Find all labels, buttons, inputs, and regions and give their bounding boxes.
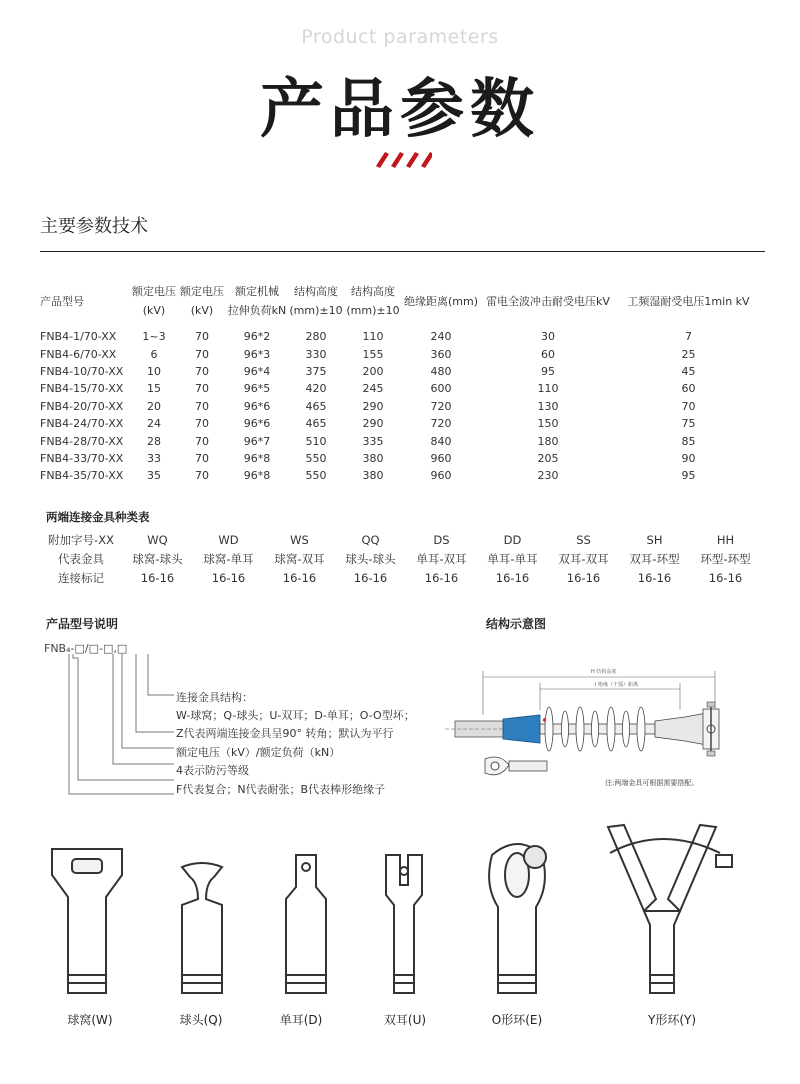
table-cell: 96*8 [243,451,271,465]
insulator-structure-diagram [445,655,765,790]
table-cell: WD [218,532,239,547]
table-row [40,450,761,467]
table-row [40,363,761,380]
section-title: 主要参数技术 [40,216,148,237]
header-text: (kV) [142,304,166,317]
table-cell: 95 [681,469,696,483]
table-cell: FNB4-1/70-XX [40,330,117,344]
slash-mark [421,152,432,168]
table-cell: 180 [537,434,559,448]
table-cell: 附加字号-XX [48,532,114,547]
table-cell: FNB4-10/70-XX [40,364,124,378]
table-cell: FNB4-20/70-XX [40,399,124,413]
table-cell: 155 [362,347,384,361]
table-cell: 840 [430,434,452,448]
header-cell [178,280,226,322]
table-cell: FNB4-6/70-XX [40,347,117,361]
l-dimension-label: l 绝缘（干弧）距离 [595,682,638,688]
table-cell: 360 [430,347,452,361]
table-cell: 96*5 [243,382,271,396]
table-cell: 380 [362,451,384,465]
table-cell: 球窝-双耳 [274,551,325,566]
header-cell [288,280,344,322]
table-cell: FNB4-24/70-XX [40,417,124,431]
table-cell: 70 [195,330,209,344]
header-cell [226,280,288,322]
table-cell: 380 [362,469,384,483]
table-cell: 16-16 [566,570,601,585]
legend-line-5: 4表示防污等级 [176,764,249,777]
table-cell: 245 [362,382,384,396]
table-cell: 550 [305,451,327,465]
table-cell: 35 [147,469,161,483]
header-cell [130,280,178,322]
table-cell: DD [503,532,522,547]
table-cell: 16-16 [708,570,743,585]
table-cell: 1~3 [142,330,166,344]
table-cell: 30 [541,330,555,344]
table-cell: 290 [362,399,384,413]
table-cell: 200 [362,364,384,378]
model-legend-lines [60,650,180,800]
table-cell: 7 [685,330,692,344]
table-cell: SH [646,532,663,547]
table-cell: 16-16 [211,570,246,585]
structure-note: 注:两端金具可根据需要搭配。 [605,779,699,787]
table-cell: 45 [681,364,696,378]
header-cell [480,280,616,322]
eye-icon [489,844,546,993]
header-text: (mm)±10 [289,304,343,317]
table-row [40,328,761,345]
y-clevis-icon [608,825,732,993]
header-text: 额定电压 [180,285,224,298]
table-row [40,415,761,432]
header-text: 拉伸负荷kN [227,304,287,317]
table-row [40,530,761,549]
table-cell: 335 [362,434,384,448]
table-cell: 25 [681,347,696,361]
table-cell: 110 [362,330,384,344]
table-row [40,345,761,362]
legend-line-1: 连接金具结构： [176,691,253,704]
table-cell: 20 [147,399,161,413]
fitting-label-q: 球头(Q) [179,1013,223,1027]
fittings-types-table [40,530,761,587]
table-cell: 16-16 [282,570,317,585]
table-cell: 130 [537,399,559,413]
table-cell: HH [716,532,735,547]
slash-mark [391,152,404,168]
table-cell: 70 [195,469,209,483]
table-cell: 240 [430,330,452,344]
header-text: 额定机械 [235,285,279,298]
table-row [40,467,761,484]
table-row [40,380,761,397]
table-cell: FNB4-28/70-XX [40,434,124,448]
legend-line-2: W-球窝；Q-球头；U-双耳；D-单耳；O-O型坏； [176,709,415,722]
table-cell: 96*6 [243,417,271,431]
table-cell: QQ [361,532,380,547]
table-cell: 70 [195,417,209,431]
header-text: 绝缘距离(mm) [403,294,478,308]
table-cell: 60 [541,347,555,361]
fitting-label-y: Y形环(Y) [647,1013,697,1027]
header-text: 结构高度 [351,285,395,298]
table-cell: 550 [305,469,327,483]
table-cell: 球窝-球头 [132,551,183,566]
slash-mark [376,152,389,168]
table-cell: 球头-球头 [345,551,396,566]
fitting-label-e: O形环(E) [491,1013,543,1027]
table-cell: WS [290,532,309,547]
table-cell: 16-16 [637,570,672,585]
header-cell [40,280,130,322]
table-cell: SS [576,532,591,547]
fitting-label-d: 单耳(D) [279,1013,323,1027]
table-cell: 70 [195,382,209,396]
table-cell: 16-16 [140,570,175,585]
table-row [40,398,761,415]
table-cell: 480 [430,364,452,378]
table-cell: DS [433,532,450,547]
fittings-drawings [30,815,770,1005]
table-cell: 96*4 [243,364,271,378]
table-cell: 代表金具 [58,551,104,566]
model-code: FNB₄-□/□-□,□ [44,642,128,655]
table-cell: 420 [305,382,327,396]
table-cell: 60 [681,382,696,396]
table-cell: 连接标记 [58,570,104,585]
legend-line-4: 额定电压（kV）/额定负荷（kN） [176,746,341,759]
table-cell: 70 [195,399,209,413]
table-cell: FNB4-35/70-XX [40,469,124,483]
table-cell: 单耳-单耳 [487,551,538,566]
table-cell: 环型-环型 [700,551,751,566]
table-cell: 24 [147,417,161,431]
table-cell: 单耳-双耳 [416,551,467,566]
table-cell: 150 [537,417,559,431]
header-text: (kV) [190,304,214,317]
table-cell: 70 [195,347,209,361]
header-cell [402,280,480,322]
table-cell: 280 [305,330,327,344]
params-table-header [40,280,761,328]
table-cell: 290 [362,417,384,431]
params-table [40,280,761,485]
table-cell: 230 [537,469,559,483]
table-cell: 70 [681,399,696,413]
table-cell: 96*2 [243,330,271,344]
divider [40,251,765,252]
table-cell: 85 [681,434,696,448]
table-cell: FNB4-15/70-XX [40,382,124,396]
table-cell: 510 [305,434,327,448]
h-dimension-label: H 结构高度 [591,669,617,675]
table-cell: 70 [195,434,209,448]
table-cell: 双耳-环型 [629,551,680,566]
page-subtitle: Product parameters [301,26,499,48]
fittings-types-title: 两端连接金具种类表 [46,510,150,524]
structure-title: 结构示意图 [486,617,547,631]
table-cell: 15 [147,382,161,396]
table-cell: 75 [681,417,696,431]
slash-mark [406,152,419,168]
table-cell: 16-16 [424,570,459,585]
decorative-slashes-icon [372,148,432,170]
model-desc-title: 产品型号说明 [46,617,119,631]
table-cell: 96*7 [243,434,271,448]
legend-line-3: Z代表两端连接金具呈90° 转角；默认为平行 [176,727,394,740]
table-cell: 33 [147,451,161,465]
ball-icon [182,863,222,993]
fitting-label-u: 双耳(U) [383,1013,427,1027]
table-cell: 10 [147,364,161,378]
table-cell: 球窝-单耳 [203,551,254,566]
table-cell: 95 [541,364,555,378]
table-row [40,432,761,449]
table-cell: 205 [537,451,559,465]
table-cell: 16-16 [495,570,530,585]
table-cell: 720 [430,399,452,413]
fitting-label-w: 球窝(W) [67,1013,113,1027]
header-text: 雷电全波冲击耐受电压kV [486,294,610,308]
header-cell [616,280,761,322]
header-text: 产品型号 [40,294,84,308]
tongue-icon [286,855,326,993]
header-text: 额定电压 [132,285,176,298]
table-cell: 110 [537,382,559,396]
table-cell: 16-16 [353,570,388,585]
table-cell: 96*3 [243,347,271,361]
table-cell: FNB4-33/70-XX [40,451,124,465]
header-text: (mm)±10 [346,304,400,317]
header-cell [344,280,402,322]
table-cell: 96*8 [243,469,271,483]
table-cell: 96*6 [243,399,271,413]
table-cell: 465 [305,399,327,413]
header-text: 工频湿耐受电压1min kV [627,294,750,308]
table-cell: 28 [147,434,161,448]
table-cell: 双耳-双耳 [558,551,609,566]
clevis-icon [386,855,422,993]
table-cell: 600 [430,382,452,396]
params-table-body [40,328,761,485]
page-title: 产品参数 [260,73,540,147]
table-row [40,549,761,568]
header-text: 结构高度 [294,285,338,298]
table-cell: 70 [195,364,209,378]
table-cell: WQ [147,532,168,547]
table-row [40,568,761,587]
table-cell: 465 [305,417,327,431]
table-cell: 70 [195,451,209,465]
table-cell: 720 [430,417,452,431]
table-cell: 90 [681,451,696,465]
table-cell: 6 [150,347,158,361]
table-cell: 330 [305,347,327,361]
table-cell: 960 [430,451,452,465]
socket-icon [52,849,122,993]
table-cell: 375 [305,364,327,378]
legend-line-6: F代表复合；N代表耐张；B代表棒形绝缘子 [176,783,386,796]
table-cell: 960 [430,469,452,483]
